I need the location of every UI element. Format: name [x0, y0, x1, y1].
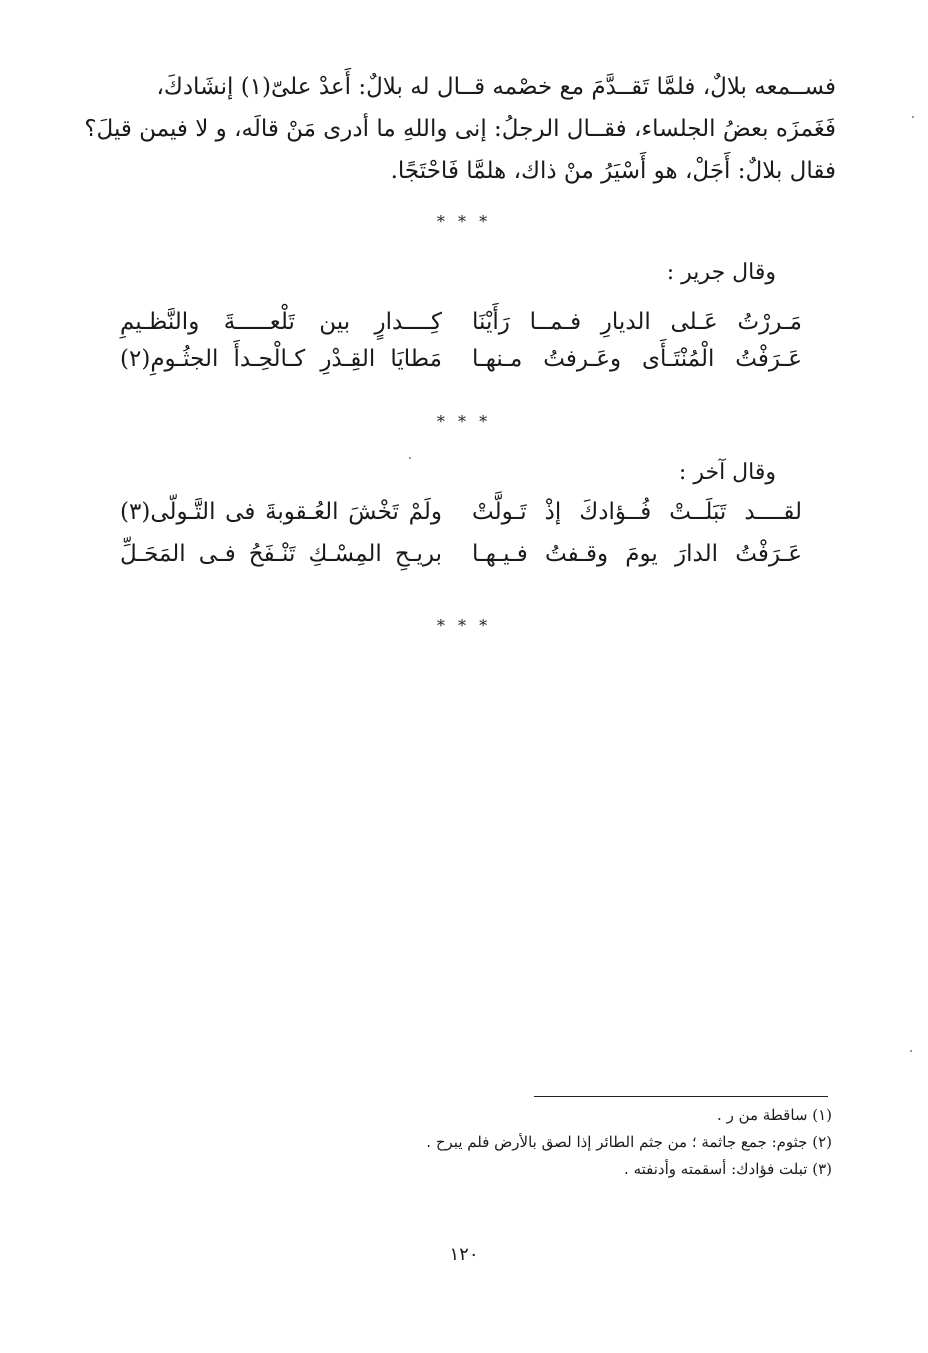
verse1-second-hemistich: كِــــدارٍ بين تَلْعـــــةَ والنَّظـيمِ [120, 309, 442, 335]
verse3-first-hemistich: لقــــد تَبَلَــتْ فُــؤادكَ إذْ تَـولَّتْ [472, 499, 802, 525]
scan-speck [409, 457, 411, 459]
section-separator-1: * * * [436, 212, 492, 231]
verse3-second-hemistich: ولَمْ تَخْشَ العُـقوبةَ فى التَّـولّى(٣) [120, 499, 442, 525]
footnote-3: (٣) تبلت فؤادك: أسقمته وأدنفته . [624, 1160, 832, 1178]
prose-line-2: فَغَمزَه بعضُ الجلساء، فقــال الرجلُ: إنى واللهِ ما أدرى مَنْ قالَه، و لا فيمن قيلَ؟ [84, 116, 836, 142]
footnote-1: (١) ساقطة من ر . [717, 1106, 832, 1124]
prose-line-1: فســمعه بلالٌ، فلمَّا تَقــدَّمَ مع خصْمه قــال له بلالٌ: أَعدْ علىّ(١) إنشَادكَ، [156, 74, 836, 100]
scan-speck [912, 116, 914, 118]
scan-speck [910, 1050, 912, 1052]
verse1-first-hemistich: مَـررْتُ عَـلى الديارِ فـمــا رَأَيْنَا [472, 309, 802, 335]
footnotes [426, 1102, 832, 1183]
section2-intro: وقال آخر : [678, 460, 776, 485]
footnote-2: (٢) جثوم: جمع جاثمة ؛ من جثم الطائر إذا لصق بالأرض فلم يبرح . [426, 1133, 832, 1151]
verse4-first-hemistich: عَـرَفْتُ الدارَ يومَ وقـفتُ فـيـهـا [472, 541, 802, 567]
verse2-second-hemistich: مَطايَا القِـدْرِ كـالْحِـدأَ الجثُـومِ(٢) [120, 346, 442, 372]
section-separator-2: * * * [436, 412, 492, 431]
section-separator-3: * * * [436, 616, 492, 635]
section1-intro: وقال جرير : [666, 260, 776, 285]
prose-paragraph [84, 66, 836, 192]
prose-line-3: فقال بلالٌ: أَجَلْ، هو أَسْيَرُ منْ ذاك، هلمَّا فَاحْتَجًا. [390, 158, 836, 184]
footnote-divider [534, 1096, 828, 1097]
page-number: ١٢٠ [449, 1244, 479, 1265]
verse4-second-hemistich: بريـحِ المِسْـكِ تَنْـفَحُ فـى المَحَـلِّ [120, 541, 442, 567]
verse2-first-hemistich: عَـرَفْتُ الْمُنْتَـأَى وعَـرفتُ مـنهـا [472, 346, 802, 372]
